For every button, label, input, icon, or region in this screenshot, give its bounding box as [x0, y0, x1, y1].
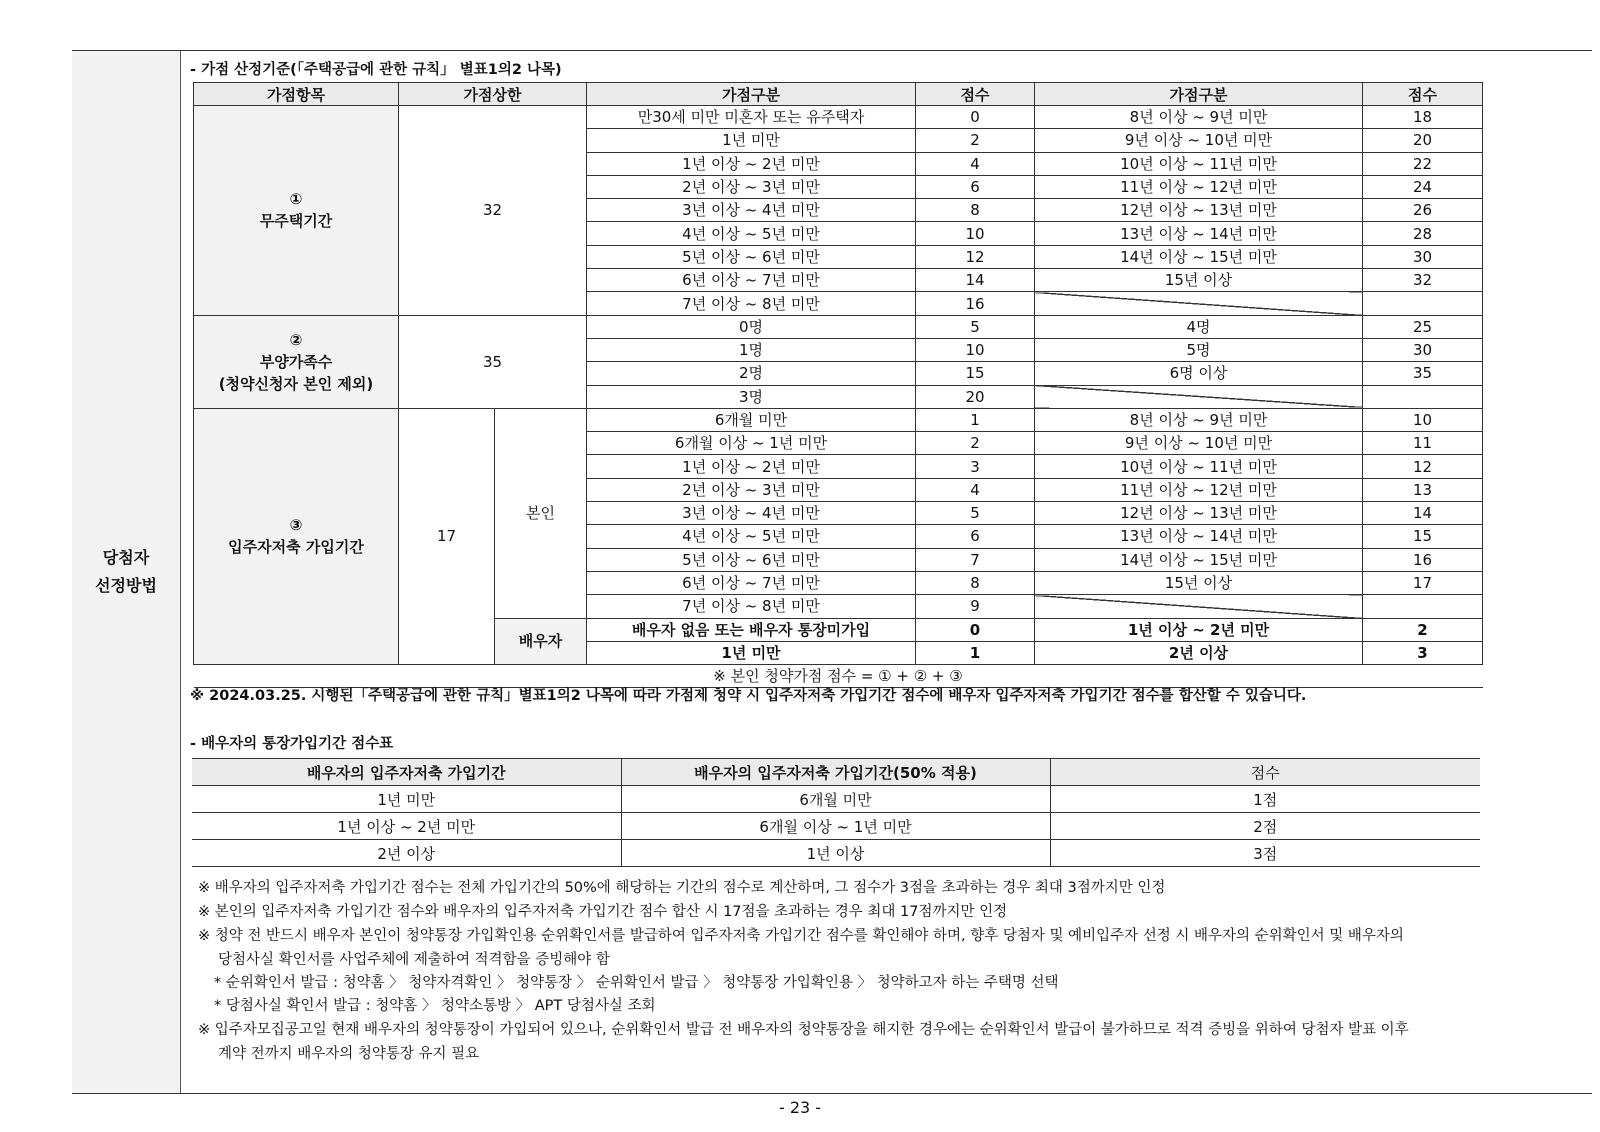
header-spouse-period: 배우자의 입주자저축 가입기간 [192, 759, 621, 786]
table-row [194, 315, 1483, 338]
category-cell: 9년 이상 ~ 10년 미만 [1035, 129, 1363, 152]
category-cell: 10년 이상 ~ 11년 미만 [1035, 455, 1363, 478]
score-cell: 14 [916, 269, 1035, 292]
category-cell: 13년 이상 ~ 14년 미만 [1035, 525, 1363, 548]
cell: 1점 [1050, 786, 1480, 813]
max-score-cell: 35 [399, 315, 587, 408]
score-cell: 28 [1363, 222, 1483, 245]
category-cell: 3명 [587, 385, 916, 408]
empty-cell [1363, 292, 1483, 315]
category-cell: 3년 이상 ~ 4년 미만 [587, 199, 916, 222]
category-cell: 6년 이상 ~ 7년 미만 [587, 269, 916, 292]
header-score-2: 점수 [1363, 83, 1483, 106]
page-number: - 23 - [778, 1098, 822, 1117]
category-cell: 1년 미만 [587, 641, 916, 664]
score-cell: 26 [1363, 199, 1483, 222]
max-score-cell: 32 [399, 106, 587, 316]
category-cell: 4년 이상 ~ 5년 미만 [587, 222, 916, 245]
score-cell: 6 [916, 525, 1035, 548]
category-cell: 1명 [587, 338, 916, 361]
cell: 1년 이상 [621, 840, 1050, 867]
category-cell: 12년 이상 ~ 13년 미만 [1035, 199, 1363, 222]
category-cell: 7년 이상 ~ 8년 미만 [587, 595, 916, 618]
score-cell: 11 [1363, 432, 1483, 455]
cell: 1년 미만 [192, 786, 621, 813]
note-line: ※ 입주자모집공고일 현재 배우자의 청약통장이 가입되어 있으나, 순위확인서 발급 전 배우자의 청약통장을 해지한 경우에는 순위확인서 발급이 불가하므로 적격 증빙을 위하여 당첨자 발표 이후 [198, 1022, 1409, 1038]
score-cell: 10 [1363, 408, 1483, 431]
score-cell: 12 [1363, 455, 1483, 478]
score-cell: 17 [1363, 571, 1483, 594]
cell: 2점 [1050, 813, 1480, 840]
category-cell: 2년 이상 ~ 3년 미만 [587, 175, 916, 198]
empty-cell [1363, 385, 1483, 408]
empty-diagonal-cell [1035, 595, 1363, 618]
category-cell: 11년 이상 ~ 12년 미만 [1035, 175, 1363, 198]
score-cell: 15 [1363, 525, 1483, 548]
category-cell: 2년 이상 ~ 3년 미만 [587, 478, 916, 501]
table-row [192, 813, 1480, 840]
score-cell: 9 [916, 595, 1035, 618]
score-cell: 20 [916, 385, 1035, 408]
category-cell: 3년 이상 ~ 4년 미만 [587, 502, 916, 525]
table-row [194, 106, 1483, 129]
category-cell: 8년 이상 ~ 9년 미만 [1035, 106, 1363, 129]
header-category-2: 가점구분 [1035, 83, 1363, 106]
category-cell: 15년 이상 [1035, 571, 1363, 594]
item-savings-period: ③ 입주자저축 가입기간 [194, 408, 399, 664]
note-line: 당첨사실 확인서를 사업주체에 제출하여 적격함을 증빙해야 함 [218, 952, 610, 968]
max-score-cell: 17 [399, 408, 495, 664]
category-cell: 13년 이상 ~ 14년 미만 [1035, 222, 1363, 245]
category-cell: 10년 이상 ~ 11년 미만 [1035, 152, 1363, 175]
table-header-row [192, 759, 1480, 786]
score-cell: 2 [1363, 618, 1483, 641]
score-cell: 0 [916, 618, 1035, 641]
category-cell: 1년 이상 ~ 2년 미만 [587, 152, 916, 175]
sub-self-cell: 본인 [495, 408, 587, 618]
header-item: 가점항목 [194, 83, 399, 106]
category-cell: 2년 이상 [1035, 641, 1363, 664]
score-cell: 13 [1363, 478, 1483, 501]
empty-diagonal-cell [1035, 292, 1363, 315]
score-cell: 18 [1363, 106, 1483, 129]
category-cell: 11년 이상 ~ 12년 미만 [1035, 478, 1363, 501]
header-max: 가점상한 [399, 83, 587, 106]
note-line: * 당첨사실 확인서 발급 : 청약홈 〉 청약소통방 〉 APT 당첨사실 조회 [214, 998, 656, 1014]
left-category-label: 당첨자 선정방법 [95, 548, 157, 595]
category-cell: 5명 [1035, 338, 1363, 361]
header-points: 점수 [1050, 759, 1480, 786]
item-dependents: ② 부양가족수 (청약신청자 본인 제외) [194, 315, 399, 408]
score-cell: 35 [1363, 362, 1483, 385]
note-line: ※ 배우자의 입주자저축 가입기간 점수는 전체 가입기간의 50%에 해당하는 기간의 점수로 계산하며, 그 점수가 3점을 초과하는 경우 최대 3점까지만 인정 [198, 880, 1166, 896]
cell: 6개월 이상 ~ 1년 미만 [621, 813, 1050, 840]
category-cell: 1년 미만 [587, 129, 916, 152]
score-cell: 32 [1363, 269, 1483, 292]
score-cell: 12 [916, 245, 1035, 268]
header-score: 점수 [916, 83, 1035, 106]
score-cell: 8 [916, 199, 1035, 222]
score-cell: 1 [916, 408, 1035, 431]
score-cell: 8 [916, 571, 1035, 594]
category-cell: 4명 [1035, 315, 1363, 338]
score-cell: 10 [916, 338, 1035, 361]
category-cell: 배우자 없음 또는 배우자 통장미가입 [587, 618, 916, 641]
score-cell: 3 [1363, 641, 1483, 664]
category-cell: 5년 이상 ~ 6년 미만 [587, 245, 916, 268]
category-cell: 15년 이상 [1035, 269, 1363, 292]
empty-cell [1363, 595, 1483, 618]
category-cell: 7년 이상 ~ 8년 미만 [587, 292, 916, 315]
cell: 3점 [1050, 840, 1480, 867]
category-cell: 9년 이상 ~ 10년 미만 [1035, 432, 1363, 455]
score-cell: 1 [916, 641, 1035, 664]
score-cell: 16 [1363, 548, 1483, 571]
table-header-row [194, 83, 1483, 106]
note-line: 계약 전까지 배우자의 청약통장 유지 필요 [218, 1046, 480, 1062]
score-cell: 4 [916, 152, 1035, 175]
score-cell: 15 [916, 362, 1035, 385]
category-cell: 2명 [587, 362, 916, 385]
category-cell: 1년 이상 ~ 2년 미만 [587, 455, 916, 478]
score-cell: 3 [916, 455, 1035, 478]
score-cell: 22 [1363, 152, 1483, 175]
category-cell: 14년 이상 ~ 15년 미만 [1035, 548, 1363, 571]
category-cell: 만30세 미만 미혼자 또는 유주택자 [587, 106, 916, 129]
item-homeless-period: ① 무주택기간 [194, 106, 399, 316]
cell: 6개월 미만 [621, 786, 1050, 813]
note-line: ※ 청약 전 반드시 배우자 본인이 청약통장 가입확인용 순위확인서를 발급하여 입주자저축 가입기간 점수를 확인해야 하며, 향후 당첨자 및 예비입주자 선정 시 배우자의 순위확인서 및 배우자의 [198, 928, 1404, 944]
cell: 2년 이상 [192, 840, 621, 867]
category-cell: 6개월 이상 ~ 1년 미만 [587, 432, 916, 455]
category-cell: 14년 이상 ~ 15년 미만 [1035, 245, 1363, 268]
category-cell: 6년 이상 ~ 7년 미만 [587, 571, 916, 594]
note-line: * 순위확인서 발급 : 청약홈 〉 청약자격확인 〉 청약통장 〉 순위확인서 발급 〉 청약통장 가입확인용 〉 청약하고자 하는 주택명 선택 [214, 975, 1059, 991]
score-cell: 7 [916, 548, 1035, 571]
spouse-score-table [192, 758, 1480, 867]
score-cell: 30 [1363, 338, 1483, 361]
header-category: 가점구분 [587, 83, 916, 106]
score-cell: 5 [916, 502, 1035, 525]
score-cell: 30 [1363, 245, 1483, 268]
score-cell: 14 [1363, 502, 1483, 525]
note-line: ※ 본인의 입주자저축 가입기간 점수와 배우자의 입주자저축 가입기간 점수 합산 시 17점을 초과하는 경우 최대 17점까지만 인정 [198, 904, 1008, 920]
section1-title: - 가점 산정기준(「주택공급에 관한 규칙」 별표1의2 나목) [190, 62, 562, 78]
score-cell: 0 [916, 106, 1035, 129]
category-cell: 4년 이상 ~ 5년 미만 [587, 525, 916, 548]
score-criteria-table [193, 82, 1483, 688]
table-row [192, 786, 1480, 813]
cell: 1년 이상 ~ 2년 미만 [192, 813, 621, 840]
score-cell: 6 [916, 175, 1035, 198]
category-cell: 6개월 미만 [587, 408, 916, 431]
table-row [194, 408, 1483, 431]
category-cell: 8년 이상 ~ 9년 미만 [1035, 408, 1363, 431]
left-category-column [72, 51, 181, 1093]
header-spouse-period-50: 배우자의 입주자저축 가입기간(50% 적용) [621, 759, 1050, 786]
score-cell: 16 [916, 292, 1035, 315]
score-cell: 20 [1363, 129, 1483, 152]
score-cell: 24 [1363, 175, 1483, 198]
category-cell: 1년 이상 ~ 2년 미만 [1035, 618, 1363, 641]
category-cell: 0명 [587, 315, 916, 338]
score-cell: 10 [916, 222, 1035, 245]
score-cell: 4 [916, 478, 1035, 501]
score-cell: 2 [916, 129, 1035, 152]
sub-spouse-cell: 배우자 [495, 618, 587, 665]
score-cell: 2 [916, 432, 1035, 455]
note-2024-amendment: ※ 2024.03.25. 시행된「주택공급에 관한 규칙」별표1의2 나목에 따라 가점제 청약 시 입주자저축 가입기간 점수에 배우자 입주자저축 가입기간 점수를 합산할 수 있습니다. [190, 688, 1307, 704]
section2-title: - 배우자의 통장가입기간 점수표 [190, 736, 394, 752]
empty-diagonal-cell [1035, 385, 1363, 408]
category-cell: 6명 이상 [1035, 362, 1363, 385]
category-cell: 5년 이상 ~ 6년 미만 [587, 548, 916, 571]
score-cell: 5 [916, 315, 1035, 338]
formula-cell: ※ 본인 청약가점 점수 = ① + ② + ③ [194, 665, 1483, 688]
score-cell: 25 [1363, 315, 1483, 338]
table-row [192, 840, 1480, 867]
category-cell: 12년 이상 ~ 13년 미만 [1035, 502, 1363, 525]
